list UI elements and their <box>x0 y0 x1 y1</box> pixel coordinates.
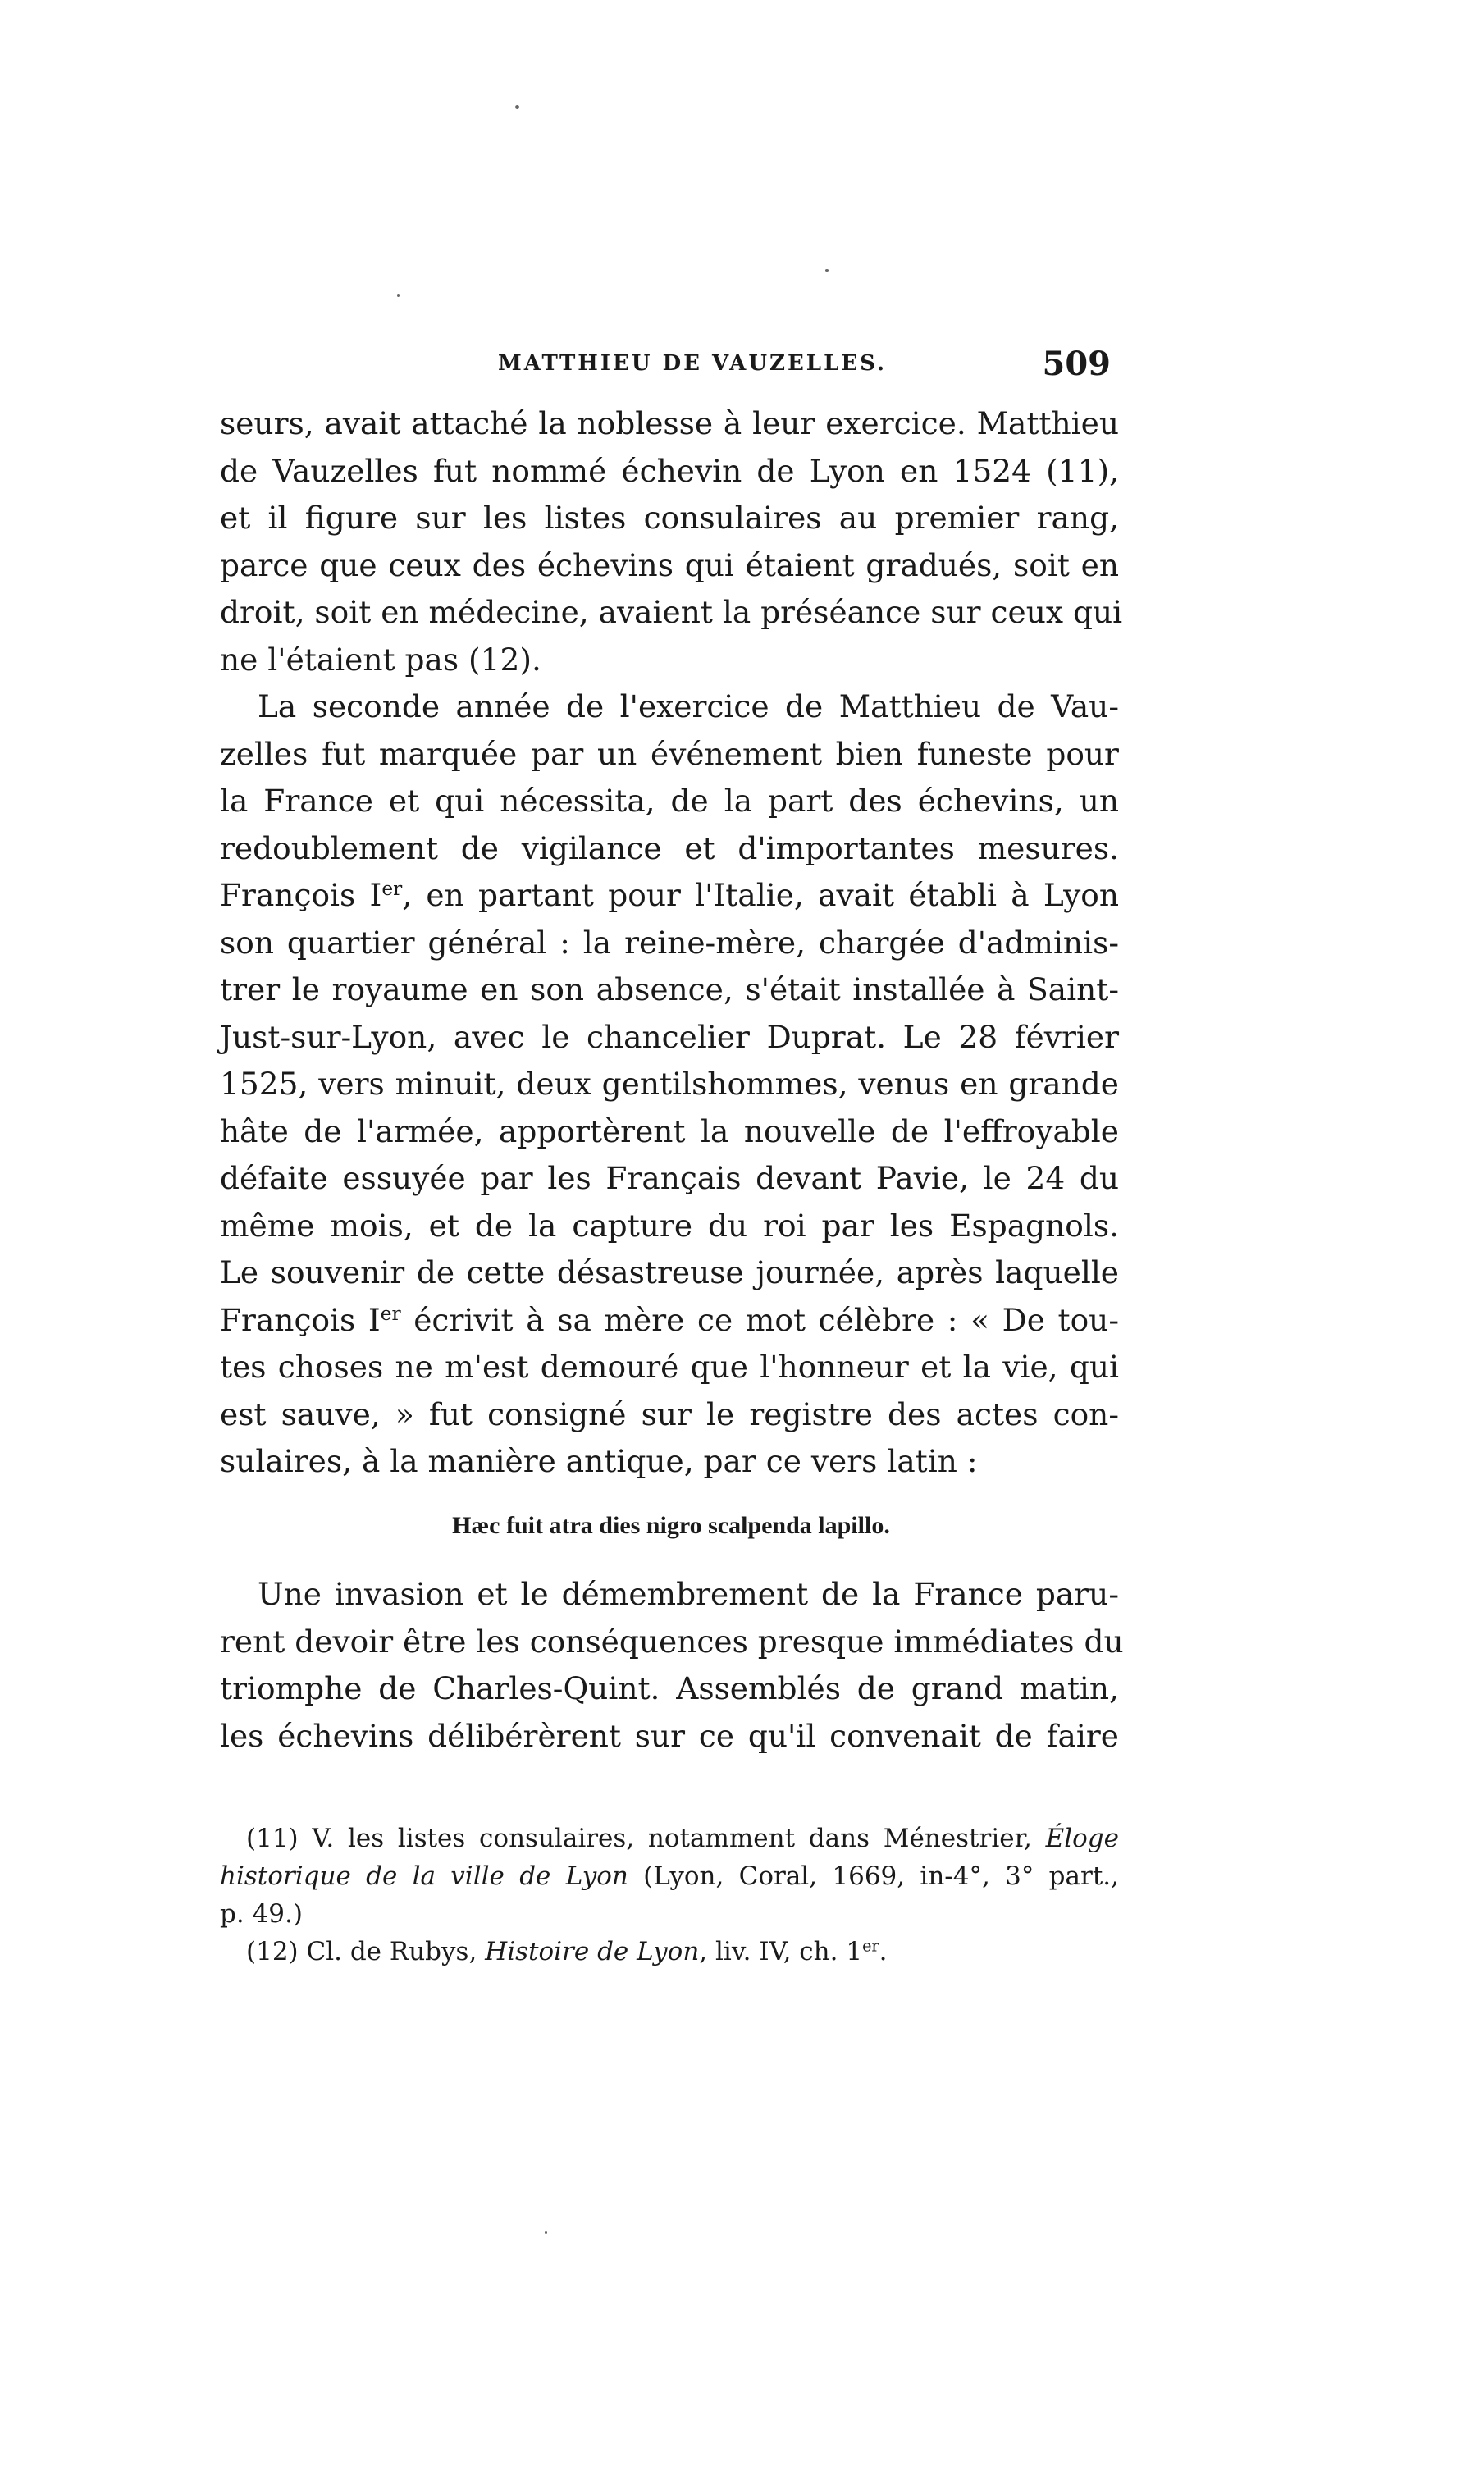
text-line <box>220 1297 1119 1345</box>
text-line: sulaires, à la manière antique, par ce vers latin : <box>220 1443 978 1479</box>
text-line: même mois, et de la capture du roi par les Espagnols. <box>220 1207 1119 1244</box>
latin-verse: Hæc fuit atra dies nigro scalpenda lapillo. <box>452 1512 890 1539</box>
text-line: droit, soit en médecine, avaient la préséance sur ceux qui <box>220 594 1123 630</box>
superscript: er <box>380 1302 401 1325</box>
text-fragment: François I <box>220 877 382 913</box>
footnote-11-line <box>220 1857 1119 1895</box>
text-line: seurs, avait attaché la noblesse à leur exercice. Matthieu <box>220 405 1119 441</box>
text-line: son quartier général : la reine-mère, chargée d'adminis- <box>220 924 1119 961</box>
text-line: les échevins délibérèrent sur ce qu'il convenait de faire <box>220 1717 1119 1754</box>
text-line: hâte de l'armée, apportèrent la nouvelle de l'effroyable <box>220 1112 1119 1149</box>
footnote-text: (12) Cl. de Rubys, <box>246 1937 486 1966</box>
footnote-title: Éloge <box>1045 1824 1119 1853</box>
scan-speck <box>397 294 400 297</box>
footnote-text: (Lyon, Coral, 1669, in-4°, 3° part., <box>628 1861 1119 1891</box>
footnote-11-line <box>220 1820 1119 1857</box>
text-line: rent devoir être les conséquences presque immédiates du <box>220 1623 1124 1660</box>
superscript: er <box>862 1936 879 1956</box>
text-line: Just-sur-Lyon, avec le chancelier Duprat. Le 28 février <box>220 1018 1119 1055</box>
text-line: ne l'étaient pas (12). <box>220 641 541 678</box>
footnote-text: , liv. IV, ch. 1 <box>699 1937 863 1966</box>
footnote-11-line: p. 49.) <box>220 1899 303 1929</box>
scan-speck <box>545 2231 547 2234</box>
text-line: La seconde année de l'exercice de Matthieu de Vau- <box>258 688 1119 724</box>
text-line <box>220 872 1119 920</box>
text-line: est sauve, » fut consigné sur le registre des actes con- <box>220 1395 1119 1432</box>
text-line: trer le royaume en son absence, s'était installée à Saint- <box>220 971 1119 1007</box>
text-fragment: écrivit à sa mère ce mot célèbre : « De tou- <box>400 1301 1119 1338</box>
footnote-text: (11) V. les listes consulaires, notamment dans Ménestrier, <box>246 1824 1046 1853</box>
text-line: défaite essuyée par les Français devant Pavie, le 24 du <box>220 1160 1119 1196</box>
text-line: et il figure sur les listes consulaires au premier rang, <box>220 500 1119 536</box>
footnote-title: Histoire de Lyon <box>485 1937 700 1966</box>
text-line: parce que ceux des échevins qui étaient gradués, soit en <box>220 546 1119 583</box>
text-fragment: , en partant pour l'Italie, avait établi à Lyon <box>402 877 1119 913</box>
running-title: MATTHIEU DE VAUZELLES. <box>498 351 888 376</box>
text-line: 1525, vers minuit, deux gentilshommes, venus en grande <box>220 1066 1119 1102</box>
text-line: tes choses ne m'est demouré que l'honneur et la vie, qui <box>220 1349 1119 1385</box>
running-head <box>221 345 1116 386</box>
text-line: Le souvenir de cette désastreuse journée, après laquelle <box>220 1254 1119 1290</box>
text-line: de Vauzelles fut nommé échevin de Lyon en 1524 (11), <box>220 452 1119 489</box>
page-number: 509 <box>1042 345 1111 383</box>
body-text <box>220 400 1123 1486</box>
text-fragment: François I <box>220 1301 381 1338</box>
superscript: er <box>381 878 403 901</box>
text-line: redoublement de vigilance et d'importantes mesures. <box>220 829 1119 866</box>
footnote-text: . <box>879 1937 888 1966</box>
footnote-12-line <box>220 1933 1119 1971</box>
scan-speck <box>825 269 829 272</box>
body-text-continued <box>220 1571 1124 1760</box>
text-line: Une invasion et le démembrement de la France paru- <box>258 1576 1119 1612</box>
text-line: zelles fut marquée par un événement bien funeste pour <box>220 735 1119 772</box>
text-line: la France et qui nécessita, de la part des échevins, un <box>220 783 1119 819</box>
footnotes <box>220 1820 1119 1971</box>
scan-speck <box>515 105 519 109</box>
footnote-title: historique de la ville de Lyon <box>220 1861 628 1891</box>
text-line: triomphe de Charles-Quint. Assemblés de grand matin, <box>220 1670 1119 1706</box>
